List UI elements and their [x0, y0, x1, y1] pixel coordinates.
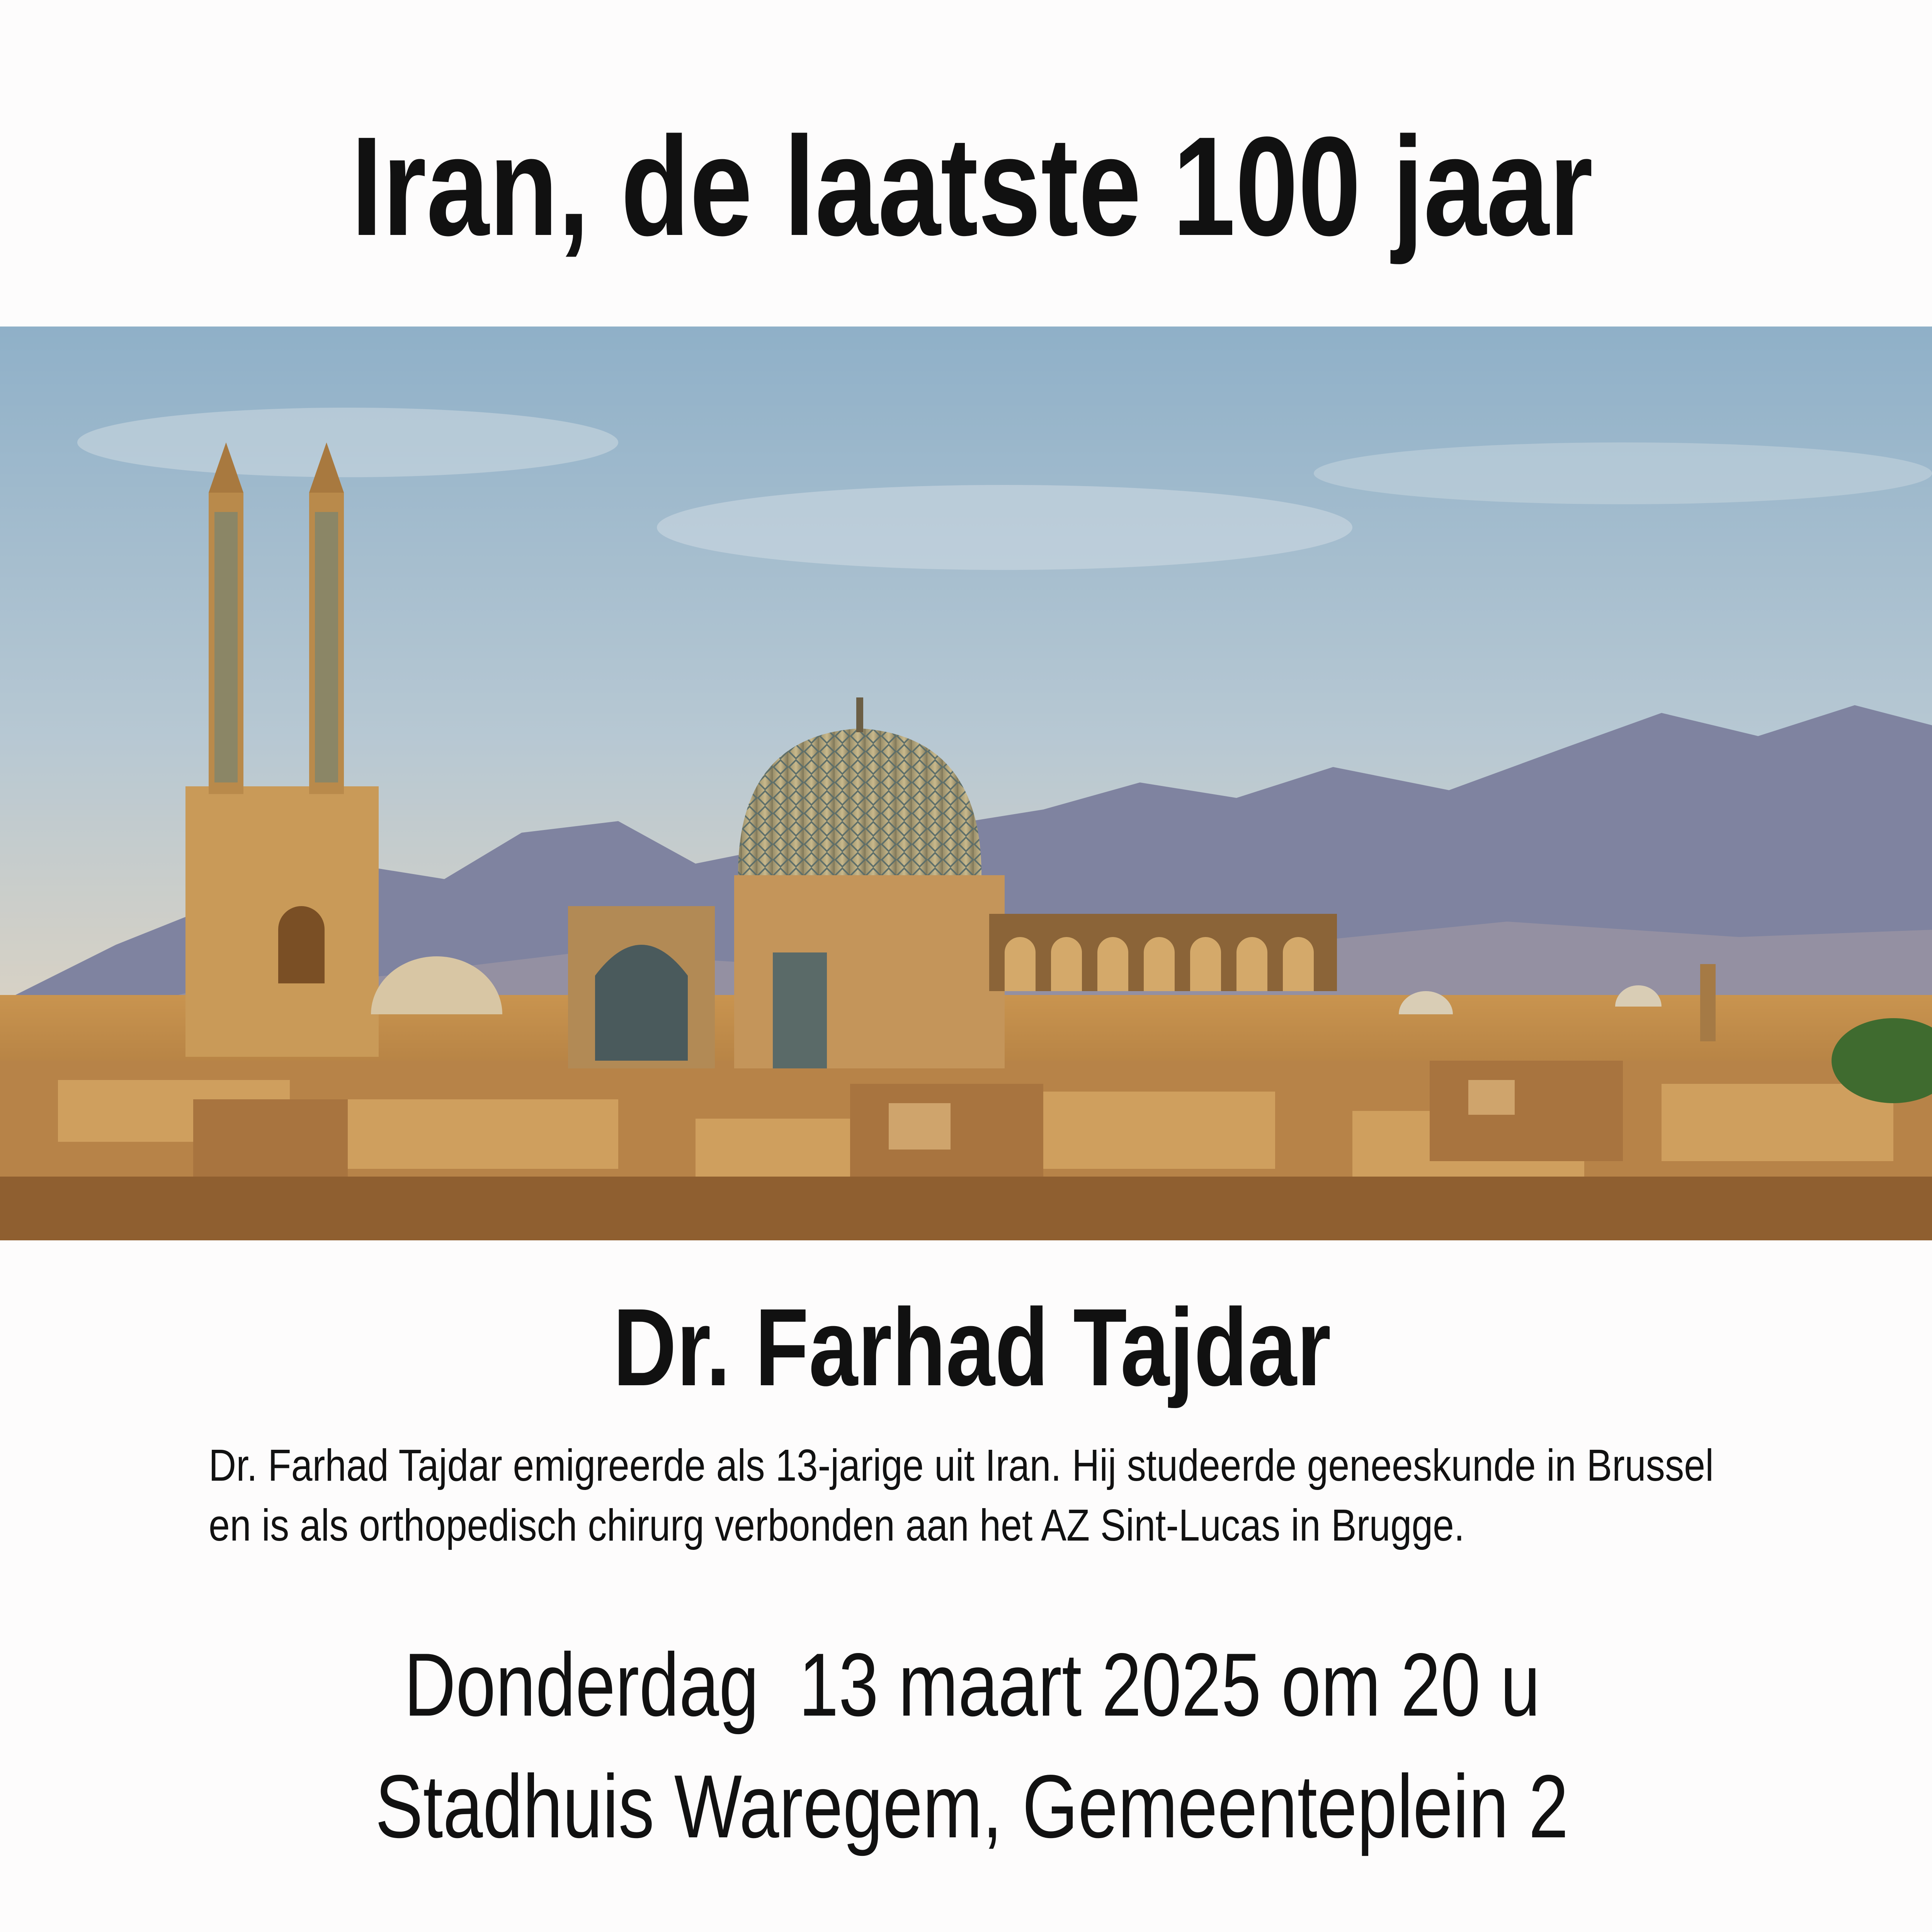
speaker-name: Dr. Farhad Tajdar: [613, 1286, 1331, 1409]
hero-image: [0, 327, 1932, 1240]
yazd-skyline-illustration: [0, 327, 1932, 1240]
event-date-time: Donderdag 13 maart 2025 om 20 u: [404, 1635, 1540, 1735]
speaker-bio: [209, 1435, 1832, 1555]
bio-line-2: en is als orthopedisch chirurg verbonden aan het AZ Sint-Lucas in Brugge.: [209, 1500, 1465, 1550]
page-title: Iran, de laatste 100 jaar: [351, 108, 1593, 265]
bio-line-1: Dr. Farhad Tajdar emigreerde als 13-jarige uit Iran. Hij studeerde geneeskunde in Brussel: [209, 1440, 1714, 1490]
event-location: Stadhuis Waregem, Gemeenteplein 2: [375, 1757, 1569, 1857]
